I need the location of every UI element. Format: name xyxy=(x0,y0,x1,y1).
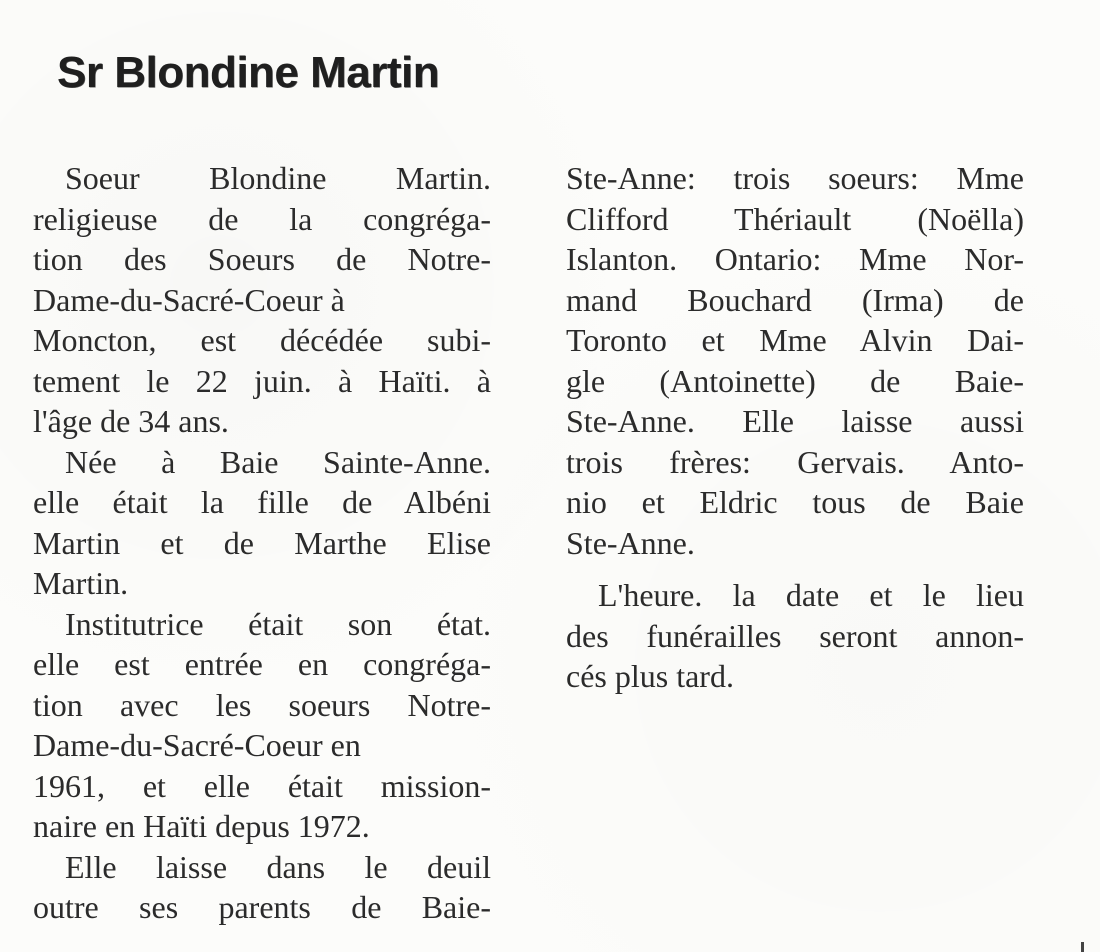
left-column xyxy=(33,158,491,928)
scan-speck xyxy=(1081,942,1084,952)
text-line: Ste-Anne: trois soeurs: Mme xyxy=(566,160,1024,196)
text-line: des funérailles seront annon- xyxy=(566,617,1024,654)
text-line: trois frères: Gervais. Anto- xyxy=(566,443,1024,480)
text-line: Ste-Anne. xyxy=(566,524,695,561)
text-line: Institutrice était son état. xyxy=(65,605,491,642)
text-line: Moncton, est décédée subi- xyxy=(33,322,491,358)
right-column xyxy=(566,158,1024,697)
text-line: 1961, et elle était mission- xyxy=(33,767,491,804)
text-line: Ste-Anne. Elle laisse aussi xyxy=(566,403,1024,439)
text-line: Martin. xyxy=(33,565,129,601)
text-line: outre ses parents de Baie- xyxy=(33,889,491,925)
text-line: l'âge de 34 ans. xyxy=(33,403,229,439)
text-line: Née à Baie Sainte-Anne. xyxy=(65,443,491,480)
text-line: tion avec les soeurs Notre- xyxy=(33,686,491,723)
paragraph-4-continued xyxy=(566,158,1024,563)
text-line: elle était la fille de Albéni xyxy=(33,484,491,520)
text-line: naire en Haïti depus 1972. xyxy=(33,808,370,844)
text-line: elle est entrée en congréga- xyxy=(33,646,491,682)
text-line: Toronto et Mme Alvin Dai- xyxy=(566,322,1024,358)
text-line: Dame-du-Sacré-Coeur en xyxy=(33,727,361,763)
headline: Sr Blondine Martin xyxy=(57,48,440,97)
text-line: tion des Soeurs de Notre- xyxy=(33,241,491,277)
paragraph-5 xyxy=(566,575,1024,697)
text-line: Martin et de Marthe Elise xyxy=(33,524,491,561)
text-line: gle (Antoinette) de Baie- xyxy=(566,362,1024,399)
paragraph-1 xyxy=(33,158,491,442)
text-line: tement le 22 juin. à Haïti. à xyxy=(33,362,491,399)
text-line: cés plus tard. xyxy=(566,658,734,694)
text-line: Islanton. Ontario: Mme Nor- xyxy=(566,241,1024,277)
text-line: L'heure. la date et le lieu xyxy=(598,577,1024,613)
paragraph-4 xyxy=(33,847,491,928)
text-line: mand Bouchard (Irma) de xyxy=(566,281,1024,318)
text-line: nio et Eldric tous de Baie xyxy=(566,484,1024,520)
text-line: Elle laisse dans le deuil xyxy=(65,848,491,885)
text-line: Dame-du-Sacré-Coeur à xyxy=(33,281,345,318)
paragraph-2 xyxy=(33,442,491,604)
text-line: Clifford Thériault (Noëlla) xyxy=(566,200,1024,237)
paragraph-gap xyxy=(566,563,1024,575)
text-line: religieuse de la congréga- xyxy=(33,200,491,237)
text-line: Soeur Blondine Martin. xyxy=(65,160,491,196)
paragraph-3 xyxy=(33,604,491,847)
